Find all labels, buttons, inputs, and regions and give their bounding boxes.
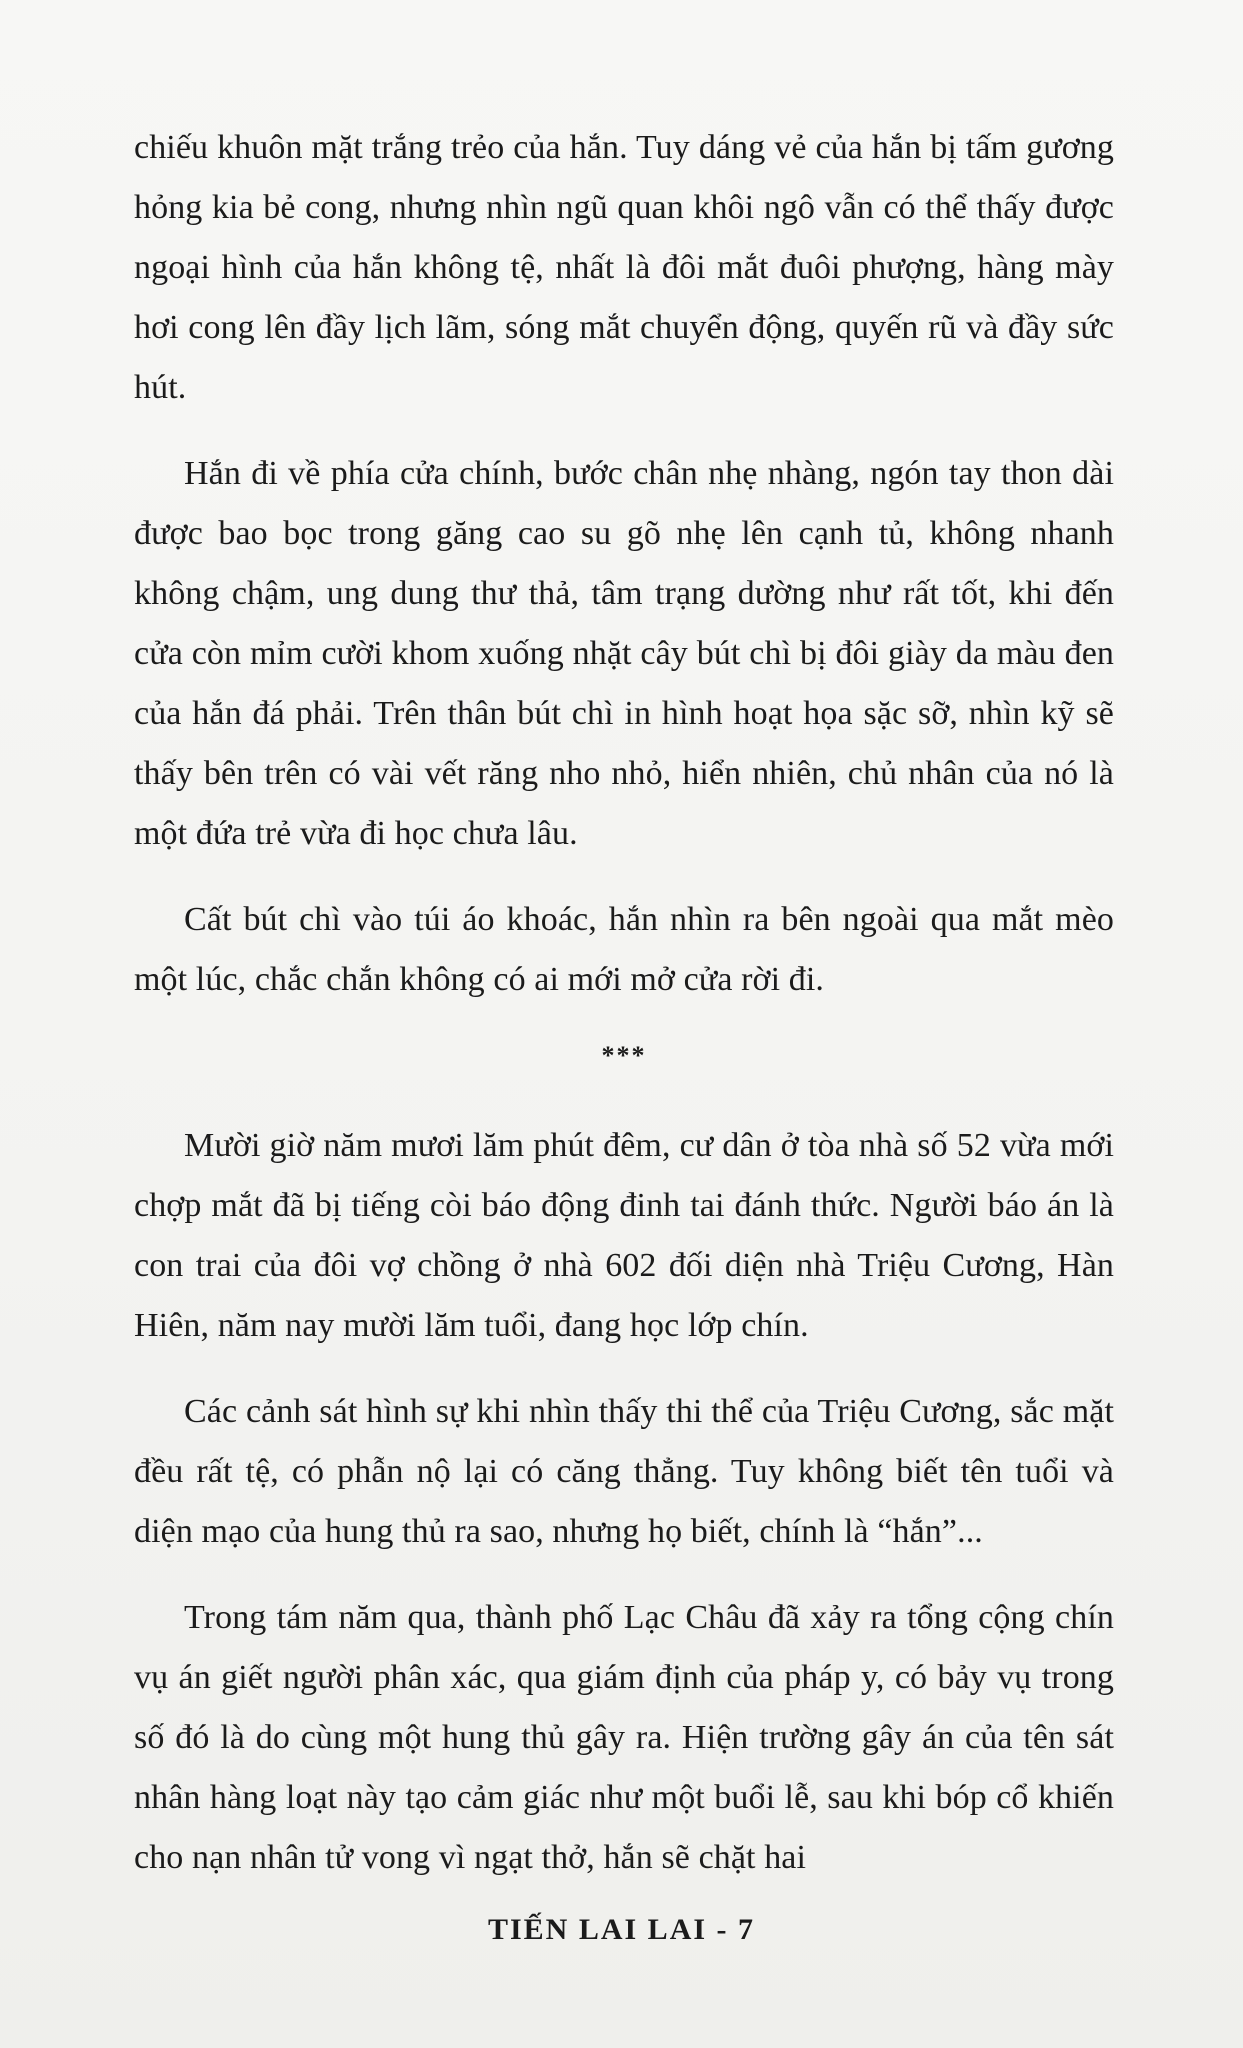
paragraph-3: Cất bút chì vào túi áo khoác, hắn nhìn ra bên ngoài qua mắt mèo một lúc, chắc chắn không có ai mới mở cửa rời đi. (134, 901, 1114, 998)
paragraph-4: Mười giờ năm mươi lăm phút đêm, cư dân ở tòa nhà số 52 vừa mới chợp mắt đã bị tiếng còi báo động đinh tai đánh thức. Người báo án là con trai của đôi vợ chồng ở nhà 602 đối diện nhà Triệu Cương, Hàn Hiên, năm nay mười lăm tuổi, đang học lớp chín. (134, 1127, 1114, 1344)
paragraph-5: Các cảnh sát hình sự khi nhìn thấy thi thể của Triệu Cương, sắc mặt đều rất tệ, có phẫn nộ lại có căng thẳng. Tuy không biết tên tuổi và diện mạo của hung thủ ra sao, nhưng họ biết, chính là “hắn”... (134, 1393, 1114, 1550)
paragraph-2: Hắn đi về phía cửa chính, bước chân nhẹ nhàng, ngón tay thon dài được bao bọc trong găng cao su gõ nhẹ lên cạnh tủ, không nhanh không chậm, ung dung thư thả, tâm trạng dường như rất tốt, khi đến cửa còn mỉm cười khom xuống nhặt cây bút chì bị đôi giày da màu đen của hắn đá phải. Trên thân bút chì in hình hoạt họa sặc sỡ, nhìn kỹ sẽ thấy bên trên có vài vết răng nho nhỏ, hiển nhiên, chủ nhân của nó là một đứa trẻ vừa đi học chưa lâu. (134, 455, 1114, 852)
paragraph-1: chiếu khuôn mặt trắng trẻo của hắn. Tuy dáng vẻ của hắn bị tấm gương hỏng kia bẻ cong, nhưng nhìn ngũ quan khôi ngô vẫn có thể thấy được ngoại hình của hắn không tệ, nhất là đôi mắt đuôi phượng, hàng mày hơi cong lên đầy lịch lãm, sóng mắt chuyển động, quyến rũ và đầy sức hút. (134, 129, 1114, 406)
page-footer: TIẾN LAI LAI - 7 (487, 1913, 756, 1946)
paragraph-6: Trong tám năm qua, thành phố Lạc Châu đã xảy ra tổng cộng chín vụ án giết người phân xác, qua giám định của pháp y, có bảy vụ trong số đó là do cùng một hung thủ gây ra. Hiện trường gây án của tên sát nhân hàng loạt này tạo cảm giác như một buổi lễ, sau khi bóp cổ khiến cho nạn nhân tử vong vì ngạt thở, hắn sẽ chặt hai (134, 1599, 1114, 1876)
section-separator: *** (601, 1041, 647, 1070)
page-body (134, 118, 1114, 1888)
